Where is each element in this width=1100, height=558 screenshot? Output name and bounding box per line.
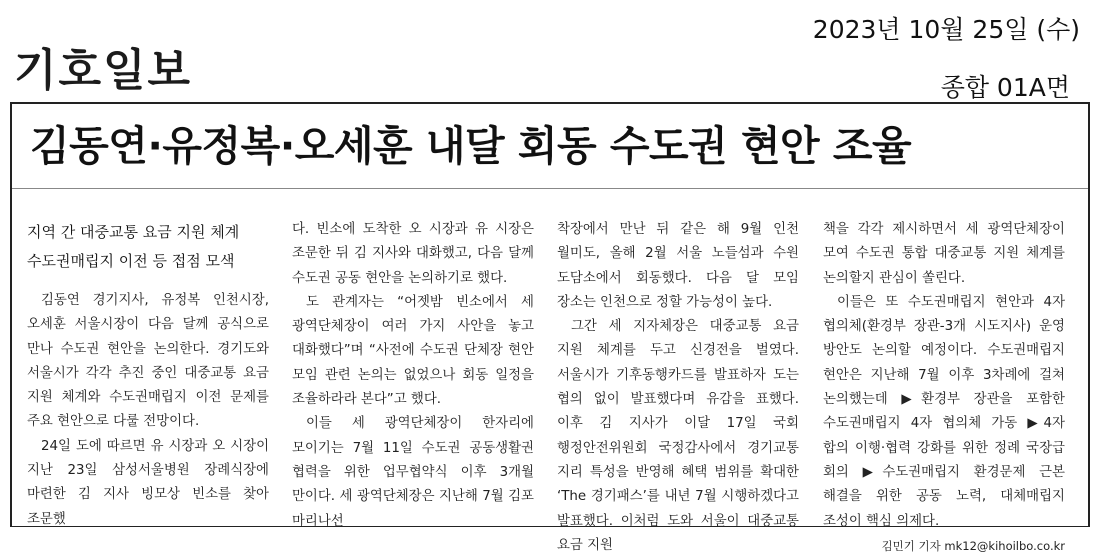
subheadline: 수도권매립지 이전 등 접점 모색 bbox=[27, 252, 235, 270]
article-column-1 bbox=[27, 218, 269, 532]
subheadline-block bbox=[27, 218, 269, 276]
reporter-byline: 김민기 기자 mk12@kihoilbo.co.kr bbox=[881, 538, 1065, 553]
body-paragraph: 도 관계자는 “어젯밤 빈소에서 세 광역단체장이 여러 가지 사안을 놓고 대화했다”며 “사전에 수도권 단체장 현안 모임 관련 논의는 없었으나 회동 일정을 조율하라라 본다”고 했다. bbox=[292, 294, 534, 408]
body-paragraph: 착장에서 만난 뒤 같은 해 9월 인천 월미도, 올해 2월 서울 노들섬과 수원 도담소에서 회동했다. 다음 달 모임 장소는 인천으로 정할 가능성이 높다. bbox=[557, 222, 799, 310]
body-paragraph: 그간 세 지자체장은 대중교통 요금 지원 체계를 두고 신경전을 벌였다. 서울시가 기후동행카드를 발표하자 도는 협의 없이 발표했다며 유감을 표했다. 이후 김 지사가 이달 17일 국회 행정안전위원회 국정감사에서 경기교통 지리 특성을 반영해 혜택 범위를 확대한 ‘The 경기패스’를 내년 7월 시행하겠다고 발표했다. 이처럼 도와 서울이 대중교통 요금 지원 bbox=[557, 319, 799, 553]
publication-date: 2023년 10월 25일 (수) bbox=[812, 15, 1080, 44]
body-paragraph: 이들은 또 수도권매립지 현안과 4자 협의체(환경부 장관-3개 시도지사) 운영 방안도 논의할 예정이다. 수도권매립지 현안은 지난해 7월 이후 3차례에 걸쳐 논의했는데 ▶환경부 장관을 포함한 수도권매립지 4자 협의체 가동 ▶4자 합의 이행·협력 강화를 위한 정례 국장급 회의 ▶수도권매립지 환경문제 근본 해결을 위한 공동 노력, 대체매립지 조성이 핵심 의제다. bbox=[823, 294, 1065, 529]
article-headline: 김동연·유정복·오세훈 내달 회동 수도권 현안 조율 bbox=[30, 122, 912, 170]
body-paragraph: 다. 빈소에 도착한 오 시장과 유 시장은 조문한 뒤 김 지사와 대화했고, 다음 달께 수도권 공동 현안을 논의하기로 했다. bbox=[292, 222, 534, 286]
headline-divider bbox=[12, 188, 1088, 189]
body-paragraph: 책을 각각 제시하면서 세 광역단체장이 모여 수도권 통합 대중교통 지원 체계를 논의할지 관심이 쏠린다. bbox=[823, 222, 1065, 286]
body-paragraph: 이들 세 광역단체장이 한자리에 모이기는 7월 11일 수도권 공동생활권 협력을 위한 업무협약식 이후 3개월 만이다. 세 광역단체장은 지난해 7월 김포 마리나선 bbox=[292, 416, 534, 529]
section-page-label: 종합 01A면 bbox=[940, 73, 1070, 102]
article-column-4 bbox=[823, 218, 1065, 558]
subheadline: 지역 간 대중교통 요금 지원 체계 bbox=[27, 223, 240, 241]
body-paragraph: 김동연 경기지사, 유정복 인천시장, 오세훈 서울시장이 다음 달께 공식으로 만나 수도권 현안을 논의한다. 경기도와 서울시가 각각 추진 중인 대중교통 요금 지원 체계와 수도권매립지 이전 문제를 주요 현안으로 다룰 전망이다. bbox=[27, 293, 269, 430]
article-column-2 bbox=[292, 218, 534, 534]
newspaper-masthead: 기호일보 bbox=[14, 45, 193, 96]
body-paragraph: 24일 도에 따르면 유 시장과 오 시장이 지난 23일 삼성서울병원 장례식장에 마련한 김 지사 빙모상 빈소를 찾아 조문했 bbox=[27, 438, 269, 527]
article-column-3 bbox=[557, 218, 799, 558]
